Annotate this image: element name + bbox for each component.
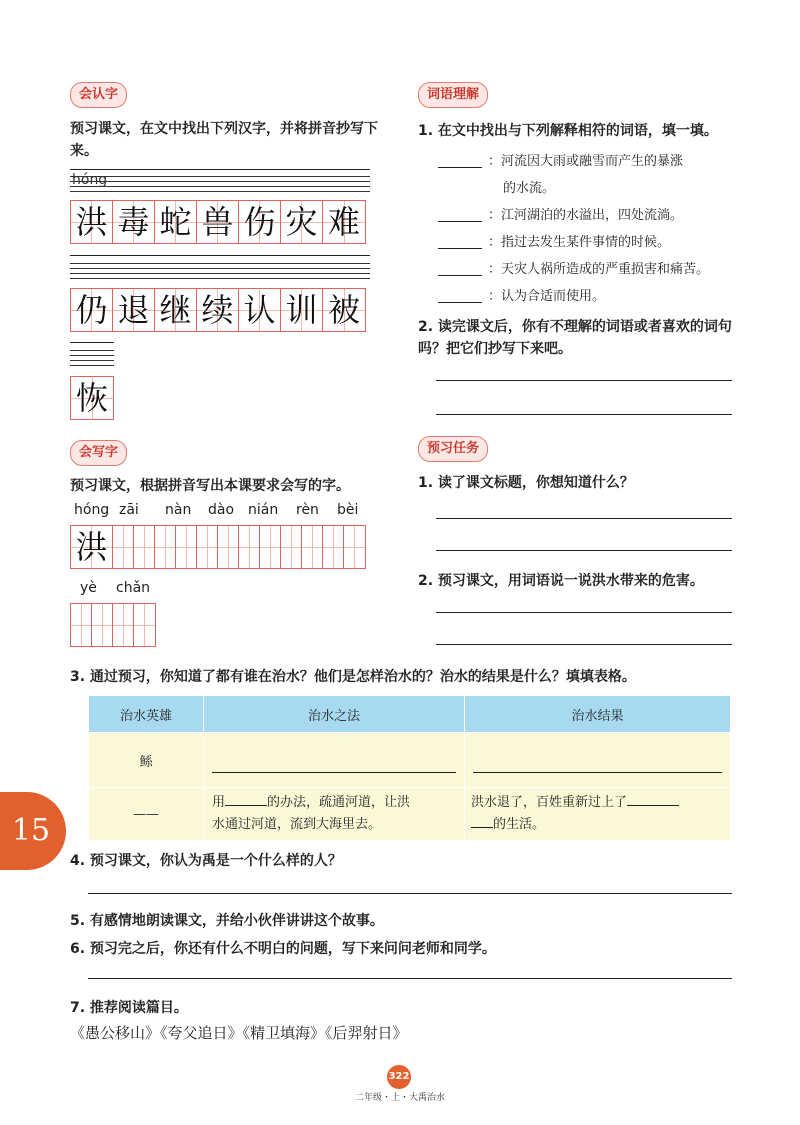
- answer-line[interactable]: [436, 518, 732, 519]
- section-tag-preview-task: 预习任务: [418, 436, 488, 462]
- definition-row: [438, 150, 683, 169]
- pinyin-label: nàn: [165, 502, 192, 518]
- char: 难: [327, 203, 360, 241]
- sample-pinyin: hóng: [72, 172, 108, 188]
- vocab-question-2: 2. 读完课文后，你有不理解的词语或者喜欢的词句吗？把它们抄写下来吧。: [418, 319, 732, 357]
- write-cell[interactable]: [113, 526, 134, 568]
- char-cell: [197, 201, 239, 243]
- pinyin-label: nián: [248, 502, 279, 518]
- char-cell: [197, 289, 239, 331]
- method-text: 用: [212, 795, 226, 810]
- write-grid-row-2: [70, 603, 156, 647]
- char: 洪: [75, 528, 108, 566]
- char: 认: [243, 291, 276, 329]
- answer-blank[interactable]: [471, 827, 493, 828]
- task-question-1: 1. 读了课文标题，你想知道什么？: [418, 475, 634, 491]
- lesson-number-badge: 15: [0, 792, 66, 870]
- write-instruction: 预习课文，根据拼音写出本课要求会写的字。: [70, 478, 350, 494]
- answer-line[interactable]: [88, 893, 732, 894]
- definition-text: ：江河湖泊的水溢出，四处流淌。: [488, 208, 684, 223]
- pinyin-label: hóng: [74, 502, 110, 518]
- char-cell: [281, 201, 323, 243]
- table-row: [89, 733, 731, 788]
- page-number: 322: [387, 1065, 411, 1089]
- table-row: [89, 788, 731, 841]
- section-tag-write: 会写字: [70, 440, 127, 466]
- result-text: 洪水退了，百姓重新过上了: [471, 795, 628, 810]
- section-tag-vocabulary: 词语理解: [418, 82, 488, 108]
- running-title: 二年级・上・大禹治水: [354, 1093, 445, 1103]
- write-cell[interactable]: [92, 604, 113, 646]
- answer-line[interactable]: [436, 414, 732, 415]
- char-cell: [323, 289, 365, 331]
- answer-blank[interactable]: [438, 167, 482, 168]
- char: 续: [201, 291, 234, 329]
- answer-line[interactable]: [436, 550, 732, 551]
- method-text: 的办法，疏通河道，让洪: [267, 795, 411, 810]
- pinyin-label: dào: [208, 502, 235, 518]
- hero-cell: ——: [89, 788, 204, 841]
- rule-line: [70, 342, 114, 343]
- answer-blank[interactable]: [627, 805, 679, 806]
- char-grid-row-3: [70, 376, 114, 420]
- char: 蛇: [159, 203, 192, 241]
- column-header: 治水之法: [204, 696, 465, 733]
- recognize-instruction: 预习课文，在文中找出下列汉字，并将拼音抄写下来。: [70, 121, 378, 159]
- definition-row: [438, 204, 683, 223]
- definition-continuation: 的水流。: [503, 181, 556, 196]
- definition-row: [438, 258, 709, 277]
- write-grid-row-1: [70, 525, 366, 569]
- char-cell: [113, 201, 155, 243]
- write-cell[interactable]: [71, 526, 113, 568]
- write-cell[interactable]: [134, 526, 155, 568]
- hero-cell: 鲧: [89, 733, 204, 788]
- char: 洪: [75, 203, 108, 241]
- pinyin-label: chǎn: [116, 580, 151, 596]
- result-cell[interactable]: [465, 733, 731, 788]
- pinyin-lines-2[interactable]: [70, 263, 370, 279]
- definition-text: ：指过去发生某件事情的时候。: [488, 235, 671, 250]
- char-cell: [323, 201, 365, 243]
- char-cell: [155, 289, 197, 331]
- char-grid-row-2: [70, 288, 366, 332]
- result-text: 的生活。: [493, 817, 546, 832]
- write-cell[interactable]: [239, 526, 260, 568]
- question-4: 4. 预习课文，你认为禹是一个什么样的人？: [70, 853, 342, 869]
- rule-line: [70, 169, 370, 170]
- pinyin-lines-1[interactable]: [70, 176, 370, 192]
- task-question-2: 2. 预习课文，用词语说一说洪水带来的危害。: [418, 573, 704, 589]
- char-cell: [239, 201, 281, 243]
- method-cell[interactable]: [204, 733, 465, 788]
- char: 仍: [75, 291, 108, 329]
- char: 训: [285, 291, 318, 329]
- method-text: 水通过河道，流到大海里去。: [212, 817, 382, 832]
- definition-row: [438, 285, 605, 304]
- reading-list: 《愚公移山》《夸父追日》《精卫填海》《后羿射日》: [70, 1024, 408, 1042]
- question-3: 3. 通过预习，你知道了都有谁在治水？他们是怎样治水的？治水的结果是什么？填填表格。: [70, 669, 636, 685]
- answer-blank[interactable]: [438, 275, 482, 276]
- answer-blank[interactable]: [438, 248, 482, 249]
- write-cell[interactable]: [134, 604, 155, 646]
- definition-text: ：天灾人祸所造成的严重损害和痛苦。: [488, 262, 710, 277]
- char-cell: [113, 289, 155, 331]
- char: 继: [159, 291, 192, 329]
- write-cell[interactable]: [260, 526, 281, 568]
- write-cell[interactable]: [344, 526, 365, 568]
- answer-line[interactable]: [436, 380, 732, 381]
- question-7: 7. 推荐阅读篇目。: [70, 1000, 188, 1016]
- write-cell[interactable]: [71, 604, 92, 646]
- write-cell[interactable]: [281, 526, 302, 568]
- pinyin-label: bèi: [337, 502, 359, 518]
- char-cell: [71, 377, 113, 419]
- write-cell[interactable]: [113, 604, 134, 646]
- char: 恢: [75, 379, 108, 417]
- write-cell[interactable]: [218, 526, 239, 568]
- pinyin-lines-3[interactable]: [70, 350, 114, 366]
- rule-line: [70, 255, 370, 256]
- answer-line[interactable]: [88, 978, 732, 979]
- char: 伤: [243, 203, 276, 241]
- vocab-question-1: 1. 在文中找出与下列解释相符的词语，填一填。: [418, 123, 718, 139]
- answer-line[interactable]: [436, 612, 732, 613]
- definition-text: ：河流因大雨或融雪而产生的暴涨: [488, 154, 684, 169]
- definition-row: [438, 231, 670, 250]
- question-5: 5. 有感情地朗读课文，并给小伙伴讲讲这个故事。: [70, 913, 384, 929]
- char: 退: [117, 291, 150, 329]
- write-cell[interactable]: [176, 526, 197, 568]
- char-cell: [281, 289, 323, 331]
- answer-blank[interactable]: [225, 805, 267, 806]
- write-cell[interactable]: [197, 526, 218, 568]
- answer-blank[interactable]: [438, 221, 482, 222]
- char: 被: [327, 291, 360, 329]
- write-cell[interactable]: [323, 526, 344, 568]
- pinyin-label: zāi: [119, 502, 139, 518]
- char: 兽: [201, 203, 234, 241]
- pinyin-label: yè: [80, 580, 97, 596]
- char-grid-row-1: [70, 200, 366, 244]
- write-cell[interactable]: [155, 526, 176, 568]
- char-cell: [155, 201, 197, 243]
- column-header: 治水结果: [465, 696, 731, 733]
- char: 毒: [117, 203, 150, 241]
- char-cell: [239, 289, 281, 331]
- section-tag-recognize: 会认字: [70, 82, 127, 108]
- char-cell: [71, 201, 113, 243]
- question-6: 6. 预习完之后，你还有什么不明白的问题，写下来问问老师和同学。: [70, 941, 496, 957]
- flood-control-table: [88, 695, 731, 841]
- answer-line[interactable]: [436, 644, 732, 645]
- char-cell: [71, 289, 113, 331]
- write-cell[interactable]: [302, 526, 323, 568]
- table-header-row: [89, 696, 731, 733]
- definition-text: ：认为合适而使用。: [488, 289, 606, 304]
- pinyin-label: rèn: [296, 502, 319, 518]
- char: 灾: [285, 203, 318, 241]
- result-cell: [465, 788, 731, 841]
- column-header: 治水英雄: [89, 696, 204, 733]
- answer-blank[interactable]: [438, 302, 482, 303]
- method-cell: [204, 788, 465, 841]
